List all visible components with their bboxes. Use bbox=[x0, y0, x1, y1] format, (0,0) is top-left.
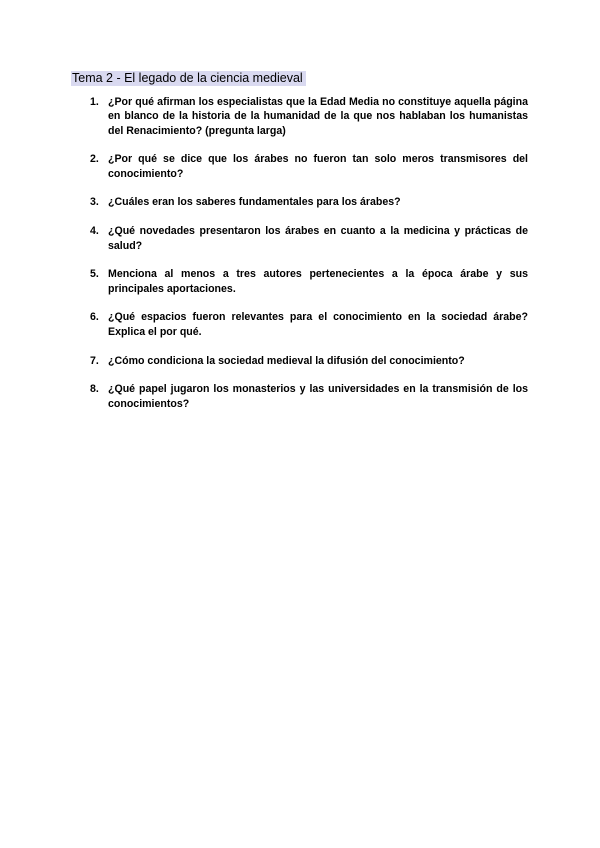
question-text: ¿Qué papel jugaron los monasterios y las universidades en la transmisión de los conocimientos? bbox=[108, 383, 528, 410]
document-title: Tema 2 - El legado de la ciencia medieval bbox=[71, 71, 306, 86]
question-item-7 bbox=[72, 354, 528, 368]
question-item-6 bbox=[72, 310, 528, 339]
question-item-8 bbox=[72, 382, 528, 411]
question-number: 3. bbox=[90, 196, 99, 209]
question-number: 8. bbox=[90, 383, 99, 396]
question-item-4 bbox=[72, 224, 528, 253]
question-text: ¿Por qué afirman los especialistas que la Edad Media no constituye aquella página en blanco de la historia de la humanidad de la que nos hablaban los humanistas del Renacimiento? (pregunta larga) bbox=[108, 96, 528, 137]
question-number: 7. bbox=[90, 354, 99, 367]
question-item-5 bbox=[72, 267, 528, 296]
question-list bbox=[72, 95, 528, 411]
question-text: ¿Qué novedades presentaron los árabes en cuanto a la medicina y prácticas de salud? bbox=[108, 225, 528, 252]
question-number: 2. bbox=[90, 153, 99, 166]
question-text: ¿Cuáles eran los saberes fundamentales para los árabes? bbox=[108, 196, 401, 209]
question-number: 6. bbox=[90, 311, 99, 324]
question-item-1 bbox=[72, 95, 528, 138]
question-item-3 bbox=[72, 195, 528, 209]
question-text: Menciona al menos a tres autores pertenecientes a la época árabe y sus principales aportaciones. bbox=[108, 268, 528, 295]
question-number: 1. bbox=[90, 96, 99, 108]
question-number: 4. bbox=[90, 225, 99, 238]
question-text: ¿Por qué se dice que los árabes no fueron tan solo meros transmisores del conocimiento? bbox=[108, 153, 528, 180]
question-item-2 bbox=[72, 152, 528, 181]
question-text: ¿Qué espacios fueron relevantes para el conocimiento en la sociedad árabe? Explica el por qué. bbox=[108, 311, 528, 338]
question-number: 5. bbox=[90, 268, 99, 281]
question-text: ¿Cómo condiciona la sociedad medieval la difusión del conocimiento? bbox=[108, 354, 465, 367]
